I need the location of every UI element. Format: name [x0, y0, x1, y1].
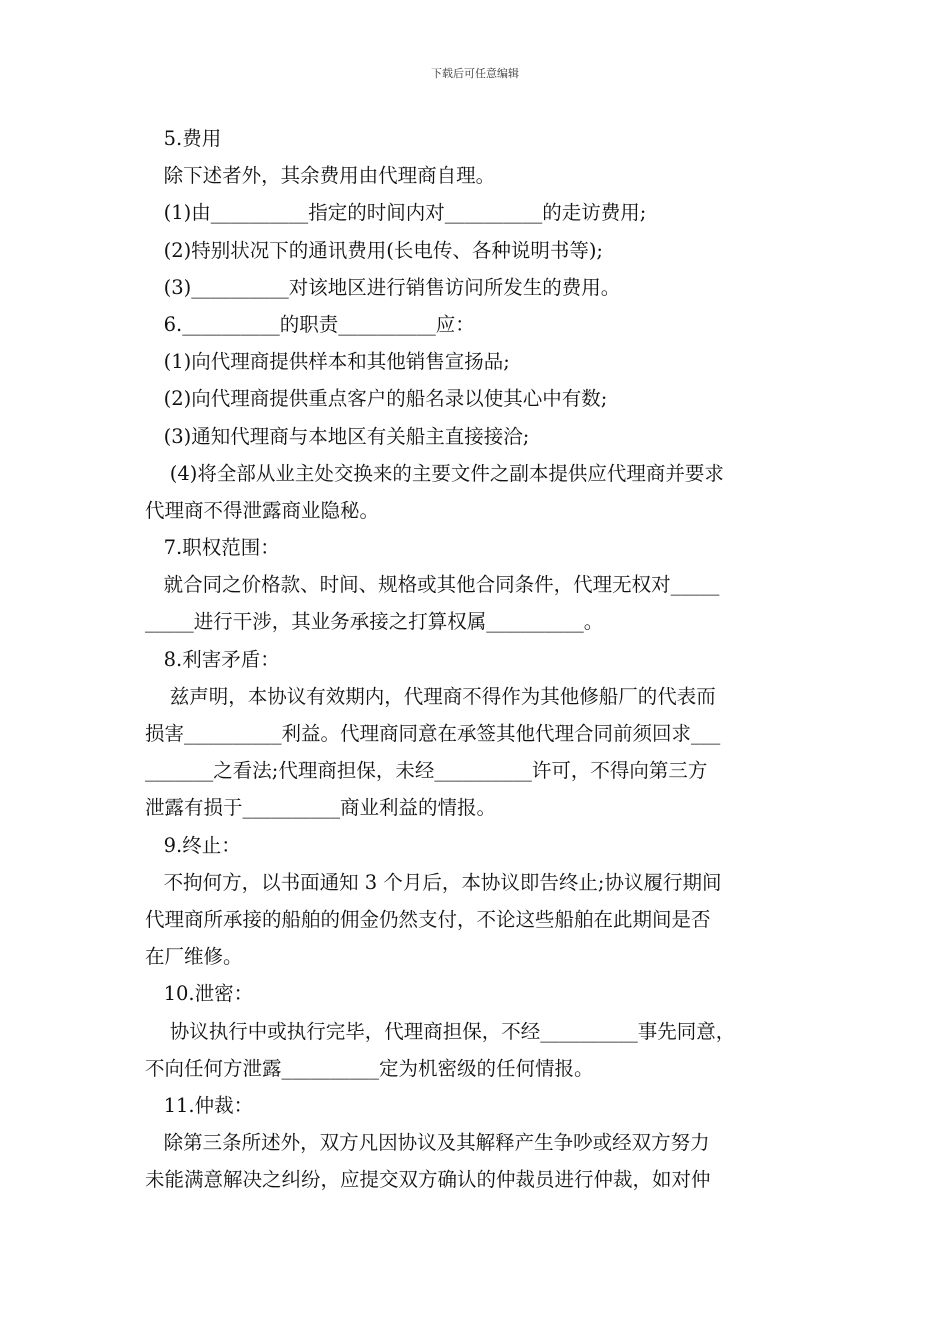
paragraph-line: 就合同之价格款、时间、规格或其他合同条件，代理无权对_____ [145, 573, 720, 597]
paragraph-line: 除第三条所述外，双方凡因协议及其解释产生争吵或经双方努力 [145, 1131, 710, 1155]
list-item: (3)通知代理商与本地区有关船主直接接洽; [145, 424, 530, 448]
section-heading: 11.仲裁： [145, 1093, 254, 1117]
section-heading: 9.终止： [145, 833, 241, 857]
paragraph-line: 除下述者外，其余费用由代理商自理。 [145, 164, 496, 188]
document-body [145, 120, 815, 1198]
paragraph-line: 不拘何方，以书面通知 3 个月后，本协议即告终止;协议履行期间 [145, 870, 722, 894]
section-heading: 7.职权范围： [145, 536, 280, 560]
paragraph-line: 协议执行中或执行完毕，代理商担保，不经__________事先同意， [145, 1019, 736, 1043]
page-header: 下载后可任意编辑 [431, 67, 519, 80]
list-item: (2)向代理商提供重点客户的船名录以使其心中有数; [145, 387, 608, 411]
section-heading: 6.__________的职责__________应： [145, 312, 475, 336]
list-item: (1)向代理商提供样本和其他销售宣扬品; [145, 350, 510, 374]
section-heading: 8.利害矛盾： [145, 647, 280, 671]
paragraph-line: _______之看法;代理商担保，未经__________许可，不得向第三方 [145, 759, 708, 783]
section-heading: 5.费用 [145, 127, 222, 150]
paragraph-line: 损害__________利益。代理商同意在承签其他代理合同前须回求___ [145, 722, 721, 745]
list-item: (1)由__________指定的时间内对__________的走访费用; [145, 201, 647, 225]
paragraph-line: _____进行干涉，其业务承接之打算权属__________。 [145, 610, 604, 634]
paragraph-line: 代理商不得泄露商业隐秘。 [145, 498, 380, 522]
list-item: (3)__________对该地区进行销售访问所发生的费用。 [145, 275, 621, 299]
paragraph-line: 泄露有损于__________商业利益的情报。 [145, 796, 497, 820]
paragraph-line: 兹声明，本协议有效期内，代理商不得作为其他修船厂的代表而 [145, 684, 716, 708]
paragraph-line: 不向任何方泄露__________定为机密级的任何情报。 [145, 1056, 594, 1080]
paragraph-line: 代理商所承接的船舶的佣金仍然支付，不论这些船舶在此期间是否 [145, 907, 711, 931]
list-item: (4)将全部从业主处交换来的主要文件之副本提供应代理商并要求 [145, 461, 724, 485]
paragraph-line: 在厂维修。 [145, 945, 243, 969]
list-item: (2)特别状况下的通讯费用(长电传、各种说明书等); [145, 238, 604, 262]
paragraph-line: 未能满意解决之纠纷，应提交双方确认的仲裁员进行仲裁，如对仲 [145, 1168, 711, 1192]
section-heading: 10.泄密： [145, 982, 254, 1006]
